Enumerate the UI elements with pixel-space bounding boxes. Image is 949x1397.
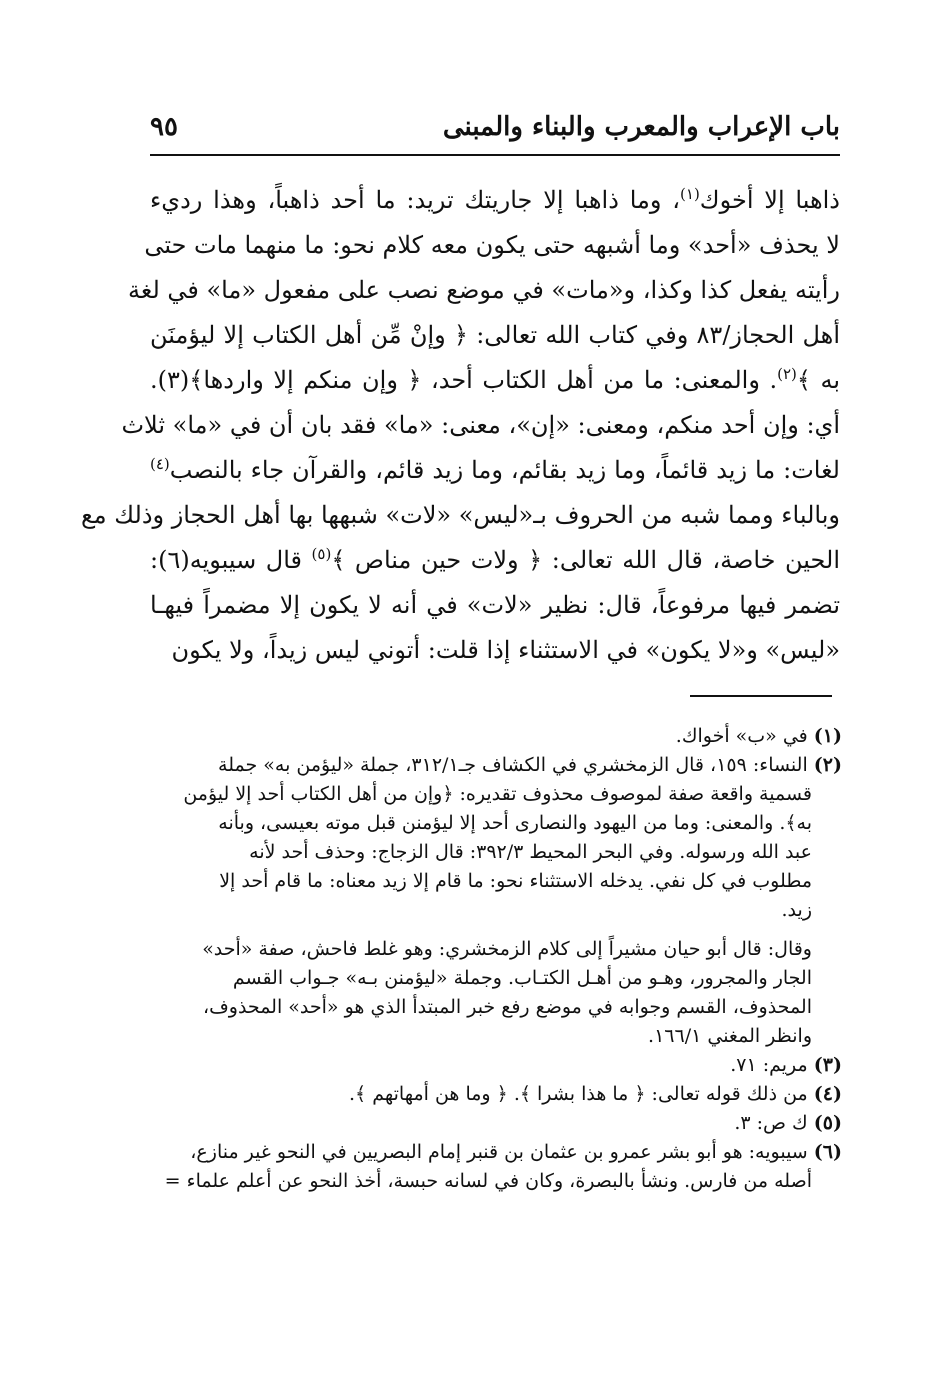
chapter-title: باب الإعراب والمعرب والبناء والمبنى <box>442 112 840 142</box>
footnote-number: (٢) <box>813 754 842 776</box>
body-line <box>144 223 840 268</box>
body-line <box>150 448 840 493</box>
footnote-line <box>150 1109 842 1138</box>
footnote-text: مريم: ٧١. <box>730 1054 808 1076</box>
footnote-text: قسمية واقعة صفة لموصوف محذوف تقديره: ﴿وإن من أهل الكتاب أحد إلا ليؤمن <box>183 783 812 805</box>
footnote-text: وانظر المغني ١٦٦/١. <box>648 1025 812 1047</box>
body-line-text: لا يحذف «أحد» وما أشبهه حتى يكون معه كلام نحو: ما منهما مات حتى <box>144 231 840 259</box>
footnote-ref: (١) <box>680 185 700 203</box>
body-line <box>150 538 840 583</box>
body-line <box>150 358 840 403</box>
footnote-line <box>150 1051 842 1080</box>
body-line <box>150 178 840 223</box>
page-header <box>150 108 840 156</box>
footnote-line <box>150 964 842 993</box>
footnote-number: (٦) <box>813 1141 842 1163</box>
footnote-line <box>150 809 842 838</box>
body-line-text: ذاهبا إلا أخوك <box>699 186 840 214</box>
footnote-line <box>150 867 842 896</box>
body-line-text: أهل الحجاز/٨٣ وفي كتاب الله تعالى: ﴿ وإنْ مِّن أهل الكتاب إلا ليؤمنَن <box>150 321 840 349</box>
body-line-text: قال سيبويه(٦): <box>150 546 312 574</box>
body-line-text: تضمر فيها مرفوعاً، قال: نظير «لات» في أنه لا يكون إلا مضمراً فيهـا <box>150 591 840 619</box>
footnote-text: زيد. <box>781 899 812 921</box>
footnote-number: (٤) <box>813 1083 842 1105</box>
footnote-line <box>150 896 842 925</box>
footnote-line <box>150 935 842 964</box>
footnote-line <box>150 993 842 1022</box>
footnote-line <box>150 1080 842 1109</box>
body-line <box>150 628 840 673</box>
footnote-ref: (٤) <box>150 455 170 473</box>
body-line <box>150 583 840 628</box>
footnote-text: النساء: ١٥٩، قال الزمخشري في الكشاف جـ٣١٢/١، جملة «ليؤمن به» جملة <box>218 754 808 776</box>
footnote-line <box>150 1022 842 1051</box>
footnote-line <box>150 1138 842 1167</box>
footnote-text: سيبويه: هو أبو بشر عمرو بن عثمان بن قنبر إمام البصريين في النحو غير منازع، <box>190 1141 808 1163</box>
body-line <box>81 493 840 538</box>
footnote-text: مطلوب في كل نفي. يدخله الاستثناء نحو: ما قام إلا زيد معناه: ما قام أحد إلا <box>219 870 812 892</box>
footnote-text: في «ب» أخواك. <box>675 725 808 747</box>
page-number: ٩٥ <box>150 112 178 142</box>
footnote-line <box>150 722 842 751</box>
footnote-text: الجار والمجرور، وهـو من أهـل الكتـاب. وجملة «ليؤمنن بـه» جـواب القسم <box>232 967 812 989</box>
body-line-text: رأيته يفعل كذا وكذا، و«مات» في موضع نصب على مفعول «ما» في لغة <box>128 276 840 304</box>
footnote-number: (٣) <box>813 1054 842 1076</box>
body-line-text: أي: وإن أحد منكم، ومعنى: «إن»، معنى: «ما» فقد بان أن في «ما» ثلاث <box>121 411 840 439</box>
body-text <box>81 178 841 673</box>
body-line <box>150 313 840 358</box>
footnote-text: المحذوف، القسم وجوابه في موضع رفع خبر المبتدأ الذي هو «أحد» المحذوف، <box>202 996 812 1018</box>
footnote-text: وقال: قال أبو حيان مشيراً إلى كلام الزمخشري: وهو غلط فاحش، صفة «أحد» <box>202 938 812 960</box>
footnote-text: أصله من فارس. ونشأ بالبصرة، وكان في لسانه حبسة، أخذ النحو عن أعلم علماء = <box>164 1170 812 1192</box>
footnote-line <box>150 1167 842 1196</box>
footnote-ref: (٥) <box>311 545 332 563</box>
footnote-text: من ذلك قوله تعالى: ﴿ ما هذا بشرا ﴾. ﴿ وما هن أمهاتهم ﴾. <box>349 1083 808 1105</box>
footnote-ref: (٢) <box>777 365 797 383</box>
footnote-text: ك ص: ٣. <box>734 1112 808 1134</box>
footnote-text: عبد الله ورسوله. وفي البحر المحيط ٣٩٢/٣: قال الزجاج: وحذف أحد لأنه <box>249 841 812 863</box>
footnote-line <box>150 838 842 867</box>
footnote-separator <box>690 695 832 697</box>
body-line <box>128 268 840 313</box>
footnote-number: (١) <box>813 725 842 747</box>
body-line-text: . والمعنى: ما من أهل الكتاب أحد، ﴿ وإن منكم إلا واردها﴾(٣). <box>150 366 778 394</box>
body-line-text: لغات: ما زيد قائماً، وما زيد بقائم، وما زيد قائم، والقرآن جاء بالنصب <box>169 456 840 484</box>
body-line-text: وبالباء ومما شبه من الحروف بـ«ليس» «لات» شبهها بها أهل الحجاز وذلك مع <box>81 501 840 529</box>
footnote-number: (٥) <box>813 1112 842 1134</box>
footnote-line <box>150 751 842 780</box>
footnote-text: به﴾. والمعنى: وما من اليهود والنصارى أحد إلا ليؤمنن قبل موته بعيسى، وبأنه <box>218 812 812 834</box>
footnotes <box>150 722 842 1196</box>
body-line-text: الحين خاصة، قال الله تعالى: ﴿ ولات حين مناص ﴾ <box>331 546 841 574</box>
footnote-line <box>150 780 842 809</box>
body-line-text: «ليس» و«لا يكون» في الاستثناء إذا قلت: أتوني ليس زيداً، ولا يكون <box>171 636 840 664</box>
body-line <box>121 403 840 448</box>
body-line-text: ، وما ذاهبا إلا جاريتك تريد: ما أحد ذاهباً، وهذا رديء <box>150 186 681 214</box>
body-line-text: به ﴾ <box>796 366 840 394</box>
